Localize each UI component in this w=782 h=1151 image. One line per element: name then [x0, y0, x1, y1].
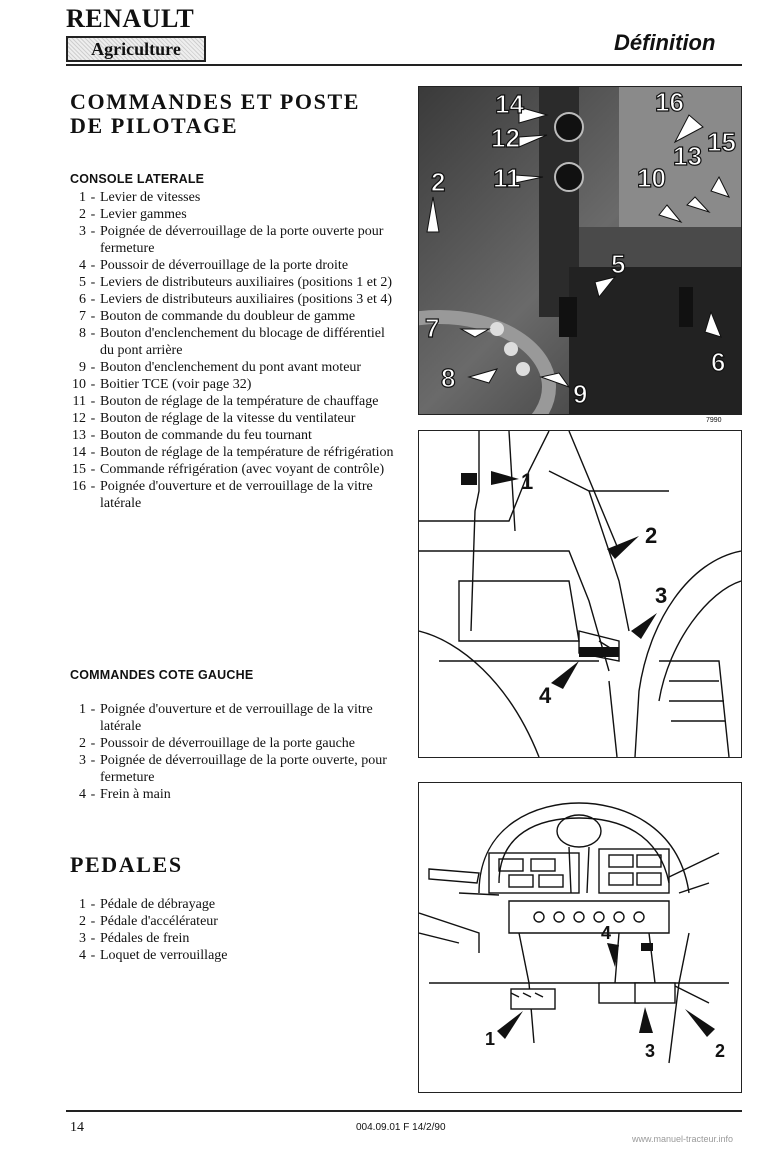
document-ref: 004.09.01 F 14/2/90 — [356, 1122, 446, 1133]
photo-callout: 15 — [707, 127, 736, 157]
left-side-list — [52, 701, 398, 803]
list-item: 13 - Bouton de commande du feu tournant — [72, 428, 312, 443]
pedals-callout: 1 — [485, 1029, 496, 1049]
brand-name: RENAULT — [66, 4, 195, 33]
section-title: Définition — [614, 30, 716, 55]
photo-callout: 13 — [673, 141, 702, 171]
list-item: 11 - Bouton de réglage de la température de chauffage — [72, 394, 379, 409]
pedals-figure — [418, 782, 742, 1093]
brand-subtitle: Agriculture — [66, 36, 206, 62]
list-item: 1 - Pédale de débrayage — [79, 897, 216, 912]
list-item: 3 - Poignée de déverrouillage de la porte ouverte pour fermeture — [79, 224, 384, 256]
list-item: 4 - Loquet de verrouillage — [79, 948, 228, 963]
list-item: 4 - Poussoir de déverrouillage de la porte droite — [79, 258, 349, 273]
list-item: 16 - Poignée d'ouverture et de verrouillage de la vitre latérale — [72, 479, 373, 511]
pedals-heading: PEDALES — [70, 852, 183, 877]
list-item: 2 - Poussoir de déverrouillage de la porte gauche — [79, 736, 356, 751]
pedals-list — [52, 896, 398, 964]
watermark-url: www.manuel-tracteur.info — [632, 1134, 734, 1144]
door-callout: 4 — [539, 683, 552, 708]
list-item: 2 - Levier gammes — [79, 207, 187, 222]
pedals-callout: 2 — [715, 1041, 726, 1061]
photo-callout: 12 — [491, 123, 520, 153]
photo-callout: 5 — [611, 249, 626, 279]
pedals-callout: 3 — [645, 1041, 656, 1061]
photo-callout: 6 — [711, 347, 726, 377]
photo-callout: 2 — [431, 167, 446, 197]
header-rule — [66, 64, 742, 66]
list-item: 9 - Bouton d'enclenchement du pont avant moteur — [79, 360, 362, 375]
list-item: 1 - Poignée d'ouverture et de verrouillage de la vitre latérale — [79, 702, 373, 734]
list-item: 5 - Leviers de distributeurs auxiliaires (positions 1 et 2) — [79, 275, 392, 290]
photo-callout: 8 — [441, 363, 456, 393]
footer-rule — [66, 1110, 742, 1112]
list-item: 7 - Bouton de commande du doubleur de gamme — [79, 309, 356, 324]
list-item: 15 - Commande réfrigération (avec voyant de contrôle) — [72, 462, 385, 477]
page-number: 14 — [70, 1120, 84, 1135]
list-item: 1 - Levier de vitesses — [79, 190, 201, 205]
list-item: 8 - Bouton d'enclenchement du blocage de différentiel du pont arrière — [79, 326, 385, 358]
console-photo — [418, 86, 742, 415]
photo-callout: 14 — [495, 89, 524, 119]
list-item: 2 - Pédale d'accélérateur — [79, 914, 218, 929]
photo-callout: 9 — [573, 379, 588, 409]
list-item: 3 - Poignée de déverrouillage de la porte ouverte, pour fermeture — [79, 753, 387, 785]
photo-callout: 16 — [655, 87, 684, 117]
left-side-heading: COMMANDES COTE GAUCHE — [70, 668, 254, 682]
photo-callout: 11 — [493, 163, 521, 193]
pedals-callout: 4 — [601, 923, 612, 943]
door-callout: 2 — [645, 523, 658, 548]
list-item: 10 - Boitier TCE (voir page 32) — [72, 377, 252, 392]
console-list — [52, 189, 398, 512]
photo-callout: 10 — [637, 163, 666, 193]
door-callout: 1 — [521, 469, 534, 494]
door-figure — [418, 430, 742, 758]
list-item: 14 - Bouton de réglage de la température de réfrigération — [72, 445, 394, 460]
list-item: 6 - Leviers de distributeurs auxiliaires (positions 3 et 4) — [79, 292, 392, 307]
console-heading: CONSOLE LATERALE — [70, 172, 205, 186]
door-callout: 3 — [655, 583, 668, 608]
photo-ref: 7990 — [706, 417, 722, 424]
list-item: 3 - Pédales de frein — [79, 931, 190, 946]
photo-callout: 7 — [425, 313, 440, 343]
list-item: 4 - Frein à main — [79, 787, 171, 802]
page-title: COMMANDES ET POSTE DE PILOTAGE — [70, 89, 360, 138]
list-item: 12 - Bouton de réglage de la vitesse du ventilateur — [72, 411, 356, 426]
